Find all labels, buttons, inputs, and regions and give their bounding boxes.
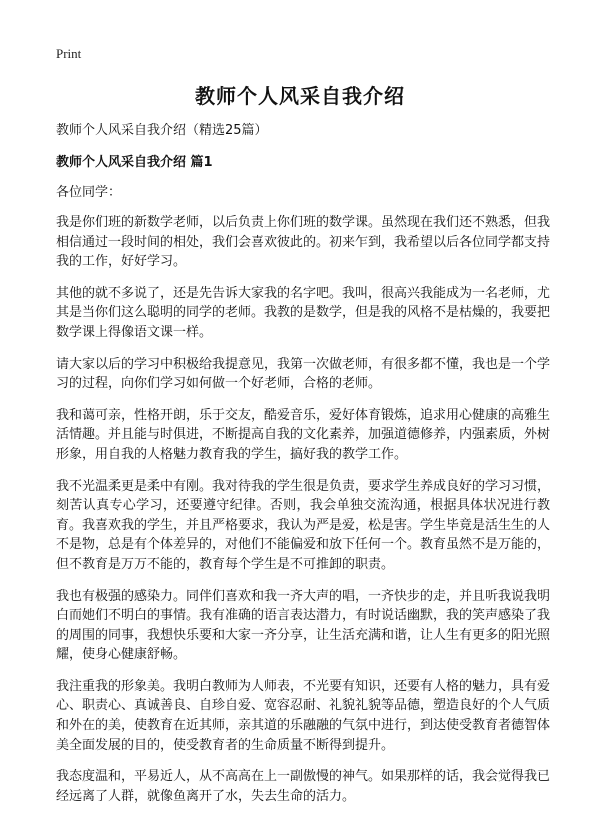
document-body	[56, 121, 550, 818]
paragraph-4: 我和蔼可亲，性格开朗，乐于交友，酷爱音乐，爱好体育锻炼，追求用心健康的高雅生活情趣。并且能与时俱进，不断提高自我的文化素养，加强道德修养，内强素质，外树形象，用自我的人格魅力教育我的学生，搞好我的教学工作。	[56, 407, 551, 462]
paragraph-2: 其他的就不多说了，还是先告诉大家我的名字吧。我叫，很高兴我能成为一名老师，尤其是当你们这么聪明的同学的老师。我教的是数学，但是我的风格不是枯燥的，我要把数学课上得像语文课一样。	[56, 285, 551, 340]
paragraph-6: 我也有极强的感染力。同伴们喜欢和我一齐大声的唱，一齐快步的走，并且听我说我明白而她们不明白的事情。我有准确的语言表达潜力，有时说话幽默，我的笑声感染了我的周围的同事，我想快乐要和大家一齐分享，让生活充满和谐，让人生有更多的阳光照耀，使身心健康舒畅。	[56, 588, 551, 663]
paragraph-5: 我不光温柔更是柔中有刚。我对待我的学生很是负责，要求学生养成良好的学习习惯，刻苦认真专心学习，还要遵守纪律。否则，我会单独交流沟通，根据具体状况进行教育。我喜欢我的学生，并且严格要求，我认为严是爱，松是害。学生毕竟是活生生的人不是物，总是有个体差异的，对他们不能偏爱和放下任何一个。教育虽然不是万能的，但不教育是万万不能的，教育每个学生是不可推卸的职责。	[56, 478, 551, 572]
paragraph-3: 请大家以后的学习中积极给我提意见，我第一次做老师，有很多都不懂，我也是一个学习的过程，向你们学习如何做一个好老师，合格的老师。	[56, 356, 551, 392]
paragraph-1: 我是你们班的新数学老师，以后负责上你们班的数学课。虽然现在我们还不熟悉，但我相信通过一段时间的相处，我们会喜欢彼此的。初来乍到，我希望以后各位同学都支持我的工作，好好学习。	[56, 215, 551, 270]
print-label: Print	[56, 46, 82, 61]
paragraph-8: 我态度温和，平易近人，从不高高在上一副傲慢的神气。如果那样的话，我会觉得我已经远离了人群，就像鱼离开了水，失去生命的活力。	[56, 769, 551, 804]
paragraph-7: 我注重我的形象美。我明白教师为人师表，不光要有知识，还要有人格的魅力，具有爱心、职责心、真诚善良、自珍自爱、宽容忍耐、礼貌礼貌等品德，塑造良好的个人气质和外在的美，使教育在近其师，亲其道的乐融融的气氛中进行，到达使受教育者德智体美全面发展的目的，使受教育者的生命质量不断得到提升。	[56, 678, 551, 753]
section-heading: 教师个人风采自我介绍 篇1	[56, 155, 213, 170]
document-subtitle: 教师个人风采自我介绍（精选25篇）	[56, 123, 268, 138]
page-title: 教师个人风采自我介绍	[195, 84, 405, 108]
greeting: 各位同学：	[56, 185, 122, 200]
